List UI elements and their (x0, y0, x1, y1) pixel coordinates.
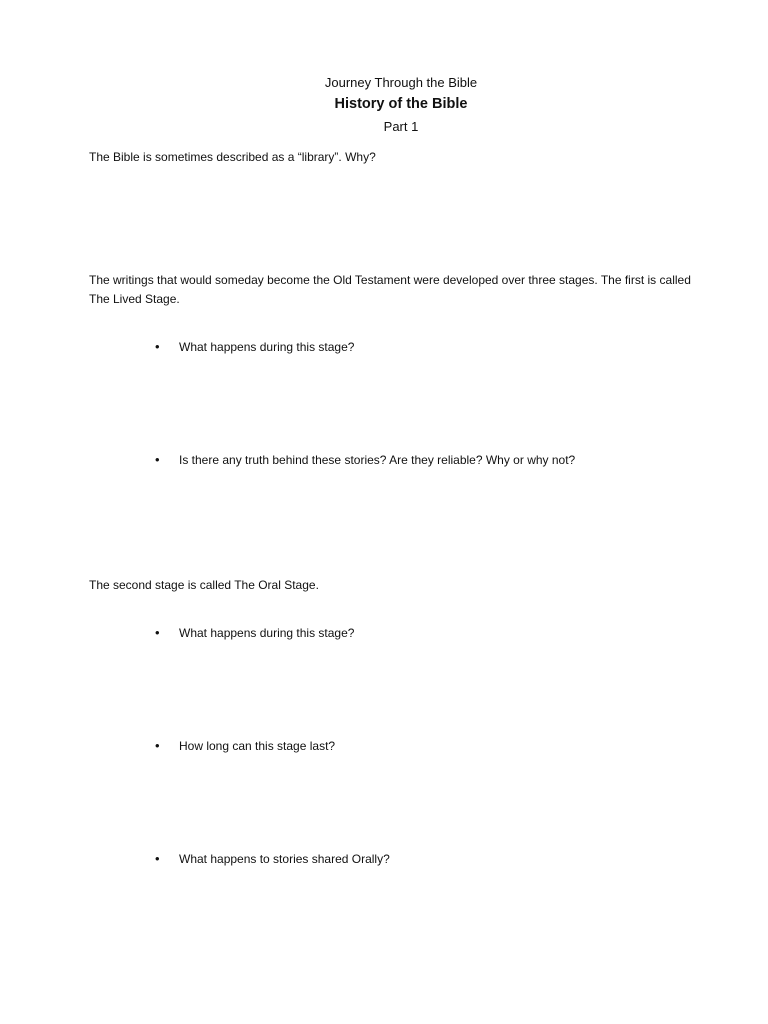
list-item (155, 737, 335, 755)
question-text: How long can this stage last? (179, 739, 336, 753)
question-text: What happens during this stage? (179, 340, 355, 354)
bullet-icon: • (155, 738, 160, 753)
lived-stage-intro: The writings that would someday become the Old Testament were developed over three stages. The first is called The Lived Stage. (89, 273, 691, 306)
bullet-icon: • (155, 851, 160, 866)
list-item (155, 850, 390, 868)
list-item (155, 451, 575, 469)
list-item (155, 338, 354, 356)
question-text: Is there any truth behind these stories? Are they reliable? Why or why not? (179, 453, 576, 467)
part-label: Part 1 (383, 119, 419, 134)
oral-stage-intro: The second stage is called The Oral Stage. (89, 578, 319, 592)
bullet-icon: • (155, 452, 160, 467)
bullet-icon: • (155, 339, 160, 354)
bullet-icon: • (155, 625, 160, 640)
list-item (155, 624, 354, 642)
series-title: Journey Through the Bible (324, 75, 478, 90)
question-text: What happens to stories shared Orally? (179, 852, 390, 866)
question-text: What happens during this stage? (179, 626, 355, 640)
page-title: History of the Bible (334, 96, 468, 112)
library-question: The Bible is sometimes described as a “library”. Why? (89, 150, 376, 164)
